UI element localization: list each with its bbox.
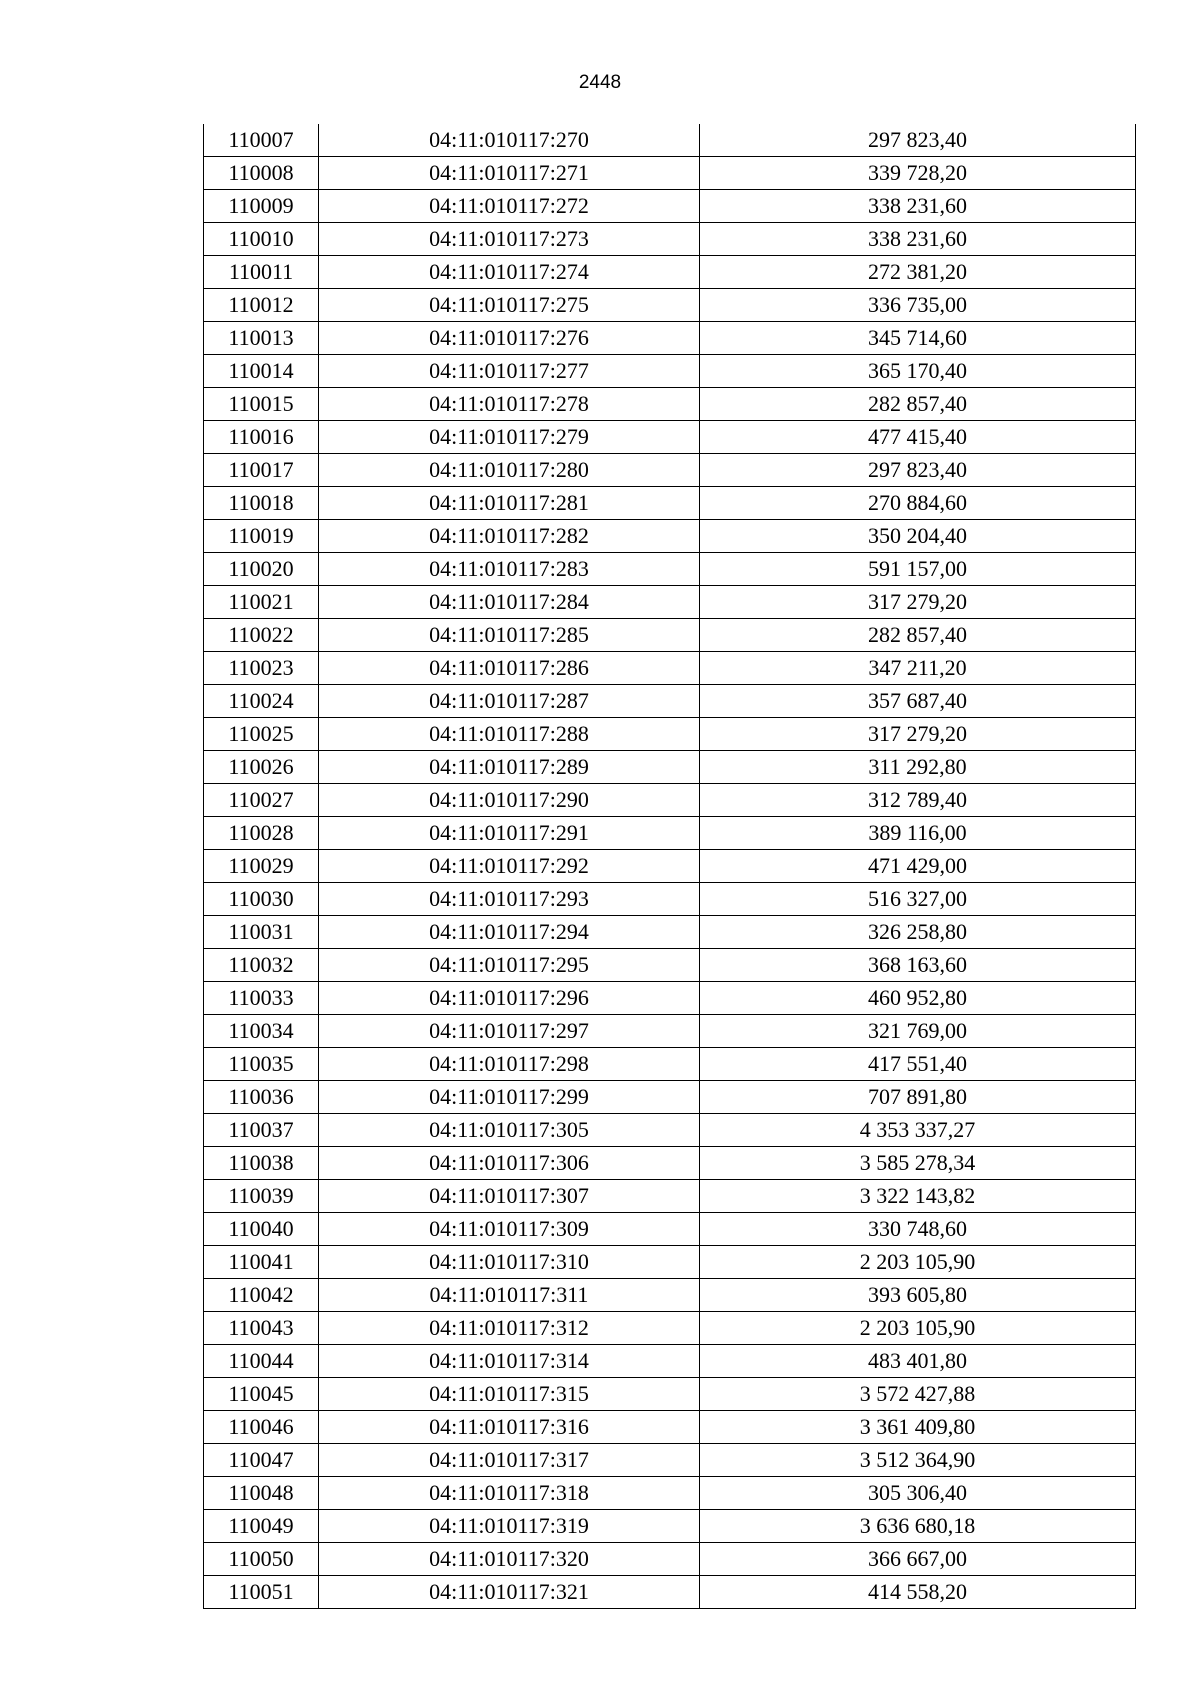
- cell-value: 311 292,80: [700, 751, 1136, 784]
- table-row: [204, 1180, 1136, 1213]
- cell-record-id: 110030: [204, 883, 319, 916]
- cell-record-id: 110019: [204, 520, 319, 553]
- cell-cadastral-number: 04:11:010117:284: [319, 586, 700, 619]
- cell-cadastral-number: 04:11:010117:293: [319, 883, 700, 916]
- table-row: [204, 1312, 1136, 1345]
- table-row: [204, 1378, 1136, 1411]
- table-row: [204, 1147, 1136, 1180]
- cell-value: 297 823,40: [700, 454, 1136, 487]
- table-row: [204, 982, 1136, 1015]
- cell-value: 297 823,40: [700, 124, 1136, 157]
- table-row: [204, 520, 1136, 553]
- cell-cadastral-number: 04:11:010117:280: [319, 454, 700, 487]
- cell-record-id: 110011: [204, 256, 319, 289]
- cell-record-id: 110014: [204, 355, 319, 388]
- table-row: [204, 916, 1136, 949]
- table-row: [204, 619, 1136, 652]
- table-row: [204, 388, 1136, 421]
- cell-value: 321 769,00: [700, 1015, 1136, 1048]
- cell-value: 339 728,20: [700, 157, 1136, 190]
- cell-value: 368 163,60: [700, 949, 1136, 982]
- cell-cadastral-number: 04:11:010117:320: [319, 1543, 700, 1576]
- cell-value: 516 327,00: [700, 883, 1136, 916]
- cell-value: 282 857,40: [700, 388, 1136, 421]
- cell-value: 345 714,60: [700, 322, 1136, 355]
- cell-cadastral-number: 04:11:010117:319: [319, 1510, 700, 1543]
- table-row: [204, 1246, 1136, 1279]
- cell-cadastral-number: 04:11:010117:274: [319, 256, 700, 289]
- table-row: [204, 1543, 1136, 1576]
- cell-record-id: 110022: [204, 619, 319, 652]
- cell-record-id: 110013: [204, 322, 319, 355]
- cell-cadastral-number: 04:11:010117:295: [319, 949, 700, 982]
- cell-record-id: 110047: [204, 1444, 319, 1477]
- cadastral-table: [203, 124, 1136, 1609]
- table-row: [204, 289, 1136, 322]
- cell-cadastral-number: 04:11:010117:312: [319, 1312, 700, 1345]
- cell-value: 3 636 680,18: [700, 1510, 1136, 1543]
- cell-value: 4 353 337,27: [700, 1114, 1136, 1147]
- cell-record-id: 110044: [204, 1345, 319, 1378]
- cell-value: 270 884,60: [700, 487, 1136, 520]
- cell-cadastral-number: 04:11:010117:288: [319, 718, 700, 751]
- cell-value: 707 891,80: [700, 1081, 1136, 1114]
- table-row: [204, 1081, 1136, 1114]
- cell-value: 3 585 278,34: [700, 1147, 1136, 1180]
- cell-value: 338 231,60: [700, 223, 1136, 256]
- cell-cadastral-number: 04:11:010117:270: [319, 124, 700, 157]
- table-row: [204, 124, 1136, 157]
- cell-value: 357 687,40: [700, 685, 1136, 718]
- table-row: [204, 751, 1136, 784]
- cell-record-id: 110026: [204, 751, 319, 784]
- cell-value: 338 231,60: [700, 190, 1136, 223]
- table-row: [204, 718, 1136, 751]
- cell-cadastral-number: 04:11:010117:305: [319, 1114, 700, 1147]
- cell-cadastral-number: 04:11:010117:273: [319, 223, 700, 256]
- cell-value: 326 258,80: [700, 916, 1136, 949]
- cell-cadastral-number: 04:11:010117:283: [319, 553, 700, 586]
- cell-cadastral-number: 04:11:010117:316: [319, 1411, 700, 1444]
- cell-cadastral-number: 04:11:010117:297: [319, 1015, 700, 1048]
- table-row: [204, 421, 1136, 454]
- table-row: [204, 1114, 1136, 1147]
- cell-cadastral-number: 04:11:010117:298: [319, 1048, 700, 1081]
- table-row: [204, 784, 1136, 817]
- cell-value: 3 572 427,88: [700, 1378, 1136, 1411]
- cell-value: 330 748,60: [700, 1213, 1136, 1246]
- cell-value: 3 322 143,82: [700, 1180, 1136, 1213]
- cell-record-id: 110032: [204, 949, 319, 982]
- cell-record-id: 110029: [204, 850, 319, 883]
- cell-cadastral-number: 04:11:010117:317: [319, 1444, 700, 1477]
- cell-value: 317 279,20: [700, 586, 1136, 619]
- cell-value: 365 170,40: [700, 355, 1136, 388]
- cell-record-id: 110028: [204, 817, 319, 850]
- cell-value: 591 157,00: [700, 553, 1136, 586]
- cell-record-id: 110037: [204, 1114, 319, 1147]
- table-row: [204, 256, 1136, 289]
- cell-cadastral-number: 04:11:010117:285: [319, 619, 700, 652]
- cell-record-id: 110043: [204, 1312, 319, 1345]
- cell-cadastral-number: 04:11:010117:306: [319, 1147, 700, 1180]
- cell-record-id: 110040: [204, 1213, 319, 1246]
- table-row: [204, 883, 1136, 916]
- cell-cadastral-number: 04:11:010117:272: [319, 190, 700, 223]
- cell-record-id: 110038: [204, 1147, 319, 1180]
- table-row: [204, 355, 1136, 388]
- cell-cadastral-number: 04:11:010117:315: [319, 1378, 700, 1411]
- table-row: [204, 1048, 1136, 1081]
- cadastral-table-container: [203, 124, 1136, 1609]
- cell-cadastral-number: 04:11:010117:290: [319, 784, 700, 817]
- cell-cadastral-number: 04:11:010117:287: [319, 685, 700, 718]
- cell-cadastral-number: 04:11:010117:294: [319, 916, 700, 949]
- cell-value: 2 203 105,90: [700, 1312, 1136, 1345]
- cell-record-id: 110018: [204, 487, 319, 520]
- cell-record-id: 110025: [204, 718, 319, 751]
- table-row: [204, 949, 1136, 982]
- cell-value: 417 551,40: [700, 1048, 1136, 1081]
- table-row: [204, 1345, 1136, 1378]
- cell-value: 282 857,40: [700, 619, 1136, 652]
- cell-value: 460 952,80: [700, 982, 1136, 1015]
- cell-cadastral-number: 04:11:010117:282: [319, 520, 700, 553]
- cell-cadastral-number: 04:11:010117:296: [319, 982, 700, 1015]
- cell-record-id: 110008: [204, 157, 319, 190]
- table-row: [204, 850, 1136, 883]
- cell-cadastral-number: 04:11:010117:276: [319, 322, 700, 355]
- cell-cadastral-number: 04:11:010117:291: [319, 817, 700, 850]
- cell-value: 2 203 105,90: [700, 1246, 1136, 1279]
- cell-record-id: 110033: [204, 982, 319, 1015]
- table-row: [204, 322, 1136, 355]
- table-row: [204, 1477, 1136, 1510]
- cell-record-id: 110039: [204, 1180, 319, 1213]
- cell-record-id: 110007: [204, 124, 319, 157]
- table-row: [204, 487, 1136, 520]
- cell-cadastral-number: 04:11:010117:309: [319, 1213, 700, 1246]
- cell-record-id: 110009: [204, 190, 319, 223]
- cell-cadastral-number: 04:11:010117:277: [319, 355, 700, 388]
- cell-cadastral-number: 04:11:010117:310: [319, 1246, 700, 1279]
- table-row: [204, 1444, 1136, 1477]
- cell-cadastral-number: 04:11:010117:275: [319, 289, 700, 322]
- table-row: [204, 1213, 1136, 1246]
- cell-record-id: 110023: [204, 652, 319, 685]
- cell-value: 350 204,40: [700, 520, 1136, 553]
- cell-value: 414 558,20: [700, 1576, 1136, 1609]
- cell-record-id: 110024: [204, 685, 319, 718]
- cell-value: 317 279,20: [700, 718, 1136, 751]
- table-row: [204, 652, 1136, 685]
- cell-value: 393 605,80: [700, 1279, 1136, 1312]
- cell-cadastral-number: 04:11:010117:311: [319, 1279, 700, 1312]
- cell-cadastral-number: 04:11:010117:292: [319, 850, 700, 883]
- cell-value: 336 735,00: [700, 289, 1136, 322]
- cell-record-id: 110045: [204, 1378, 319, 1411]
- cell-record-id: 110048: [204, 1477, 319, 1510]
- cell-cadastral-number: 04:11:010117:279: [319, 421, 700, 454]
- cell-record-id: 110027: [204, 784, 319, 817]
- cell-cadastral-number: 04:11:010117:314: [319, 1345, 700, 1378]
- cell-cadastral-number: 04:11:010117:278: [319, 388, 700, 421]
- cell-record-id: 110036: [204, 1081, 319, 1114]
- cell-cadastral-number: 04:11:010117:281: [319, 487, 700, 520]
- page-number: 2448: [578, 72, 622, 93]
- cell-record-id: 110017: [204, 454, 319, 487]
- table-row: [204, 1411, 1136, 1444]
- table-row: [204, 553, 1136, 586]
- cell-record-id: 110031: [204, 916, 319, 949]
- table-row: [204, 817, 1136, 850]
- cell-value: 366 667,00: [700, 1543, 1136, 1576]
- cell-record-id: 110041: [204, 1246, 319, 1279]
- cell-value: 305 306,40: [700, 1477, 1136, 1510]
- table-row: [204, 1510, 1136, 1543]
- cell-record-id: 110010: [204, 223, 319, 256]
- cell-record-id: 110049: [204, 1510, 319, 1543]
- table-row: [204, 1279, 1136, 1312]
- cell-cadastral-number: 04:11:010117:318: [319, 1477, 700, 1510]
- cell-record-id: 110046: [204, 1411, 319, 1444]
- cell-record-id: 110050: [204, 1543, 319, 1576]
- table-row: [204, 685, 1136, 718]
- cell-cadastral-number: 04:11:010117:307: [319, 1180, 700, 1213]
- cell-value: 312 789,40: [700, 784, 1136, 817]
- table-row: [204, 454, 1136, 487]
- cell-value: 272 381,20: [700, 256, 1136, 289]
- cell-record-id: 110012: [204, 289, 319, 322]
- cell-record-id: 110016: [204, 421, 319, 454]
- table-row: [204, 1015, 1136, 1048]
- cell-record-id: 110021: [204, 586, 319, 619]
- cell-record-id: 110020: [204, 553, 319, 586]
- cell-value: 471 429,00: [700, 850, 1136, 883]
- cell-record-id: 110051: [204, 1576, 319, 1609]
- table-body: [204, 124, 1136, 1609]
- cell-value: 477 415,40: [700, 421, 1136, 454]
- cell-cadastral-number: 04:11:010117:299: [319, 1081, 700, 1114]
- cell-value: 347 211,20: [700, 652, 1136, 685]
- cell-value: 483 401,80: [700, 1345, 1136, 1378]
- cell-record-id: 110015: [204, 388, 319, 421]
- cell-cadastral-number: 04:11:010117:286: [319, 652, 700, 685]
- cell-record-id: 110034: [204, 1015, 319, 1048]
- cell-record-id: 110035: [204, 1048, 319, 1081]
- table-row: [204, 223, 1136, 256]
- table-row: [204, 190, 1136, 223]
- cell-cadastral-number: 04:11:010117:321: [319, 1576, 700, 1609]
- cell-value: 389 116,00: [700, 817, 1136, 850]
- table-row: [204, 157, 1136, 190]
- table-row: [204, 586, 1136, 619]
- cell-value: 3 512 364,90: [700, 1444, 1136, 1477]
- cell-cadastral-number: 04:11:010117:271: [319, 157, 700, 190]
- cell-record-id: 110042: [204, 1279, 319, 1312]
- table-row: [204, 1576, 1136, 1609]
- cell-value: 3 361 409,80: [700, 1411, 1136, 1444]
- cell-cadastral-number: 04:11:010117:289: [319, 751, 700, 784]
